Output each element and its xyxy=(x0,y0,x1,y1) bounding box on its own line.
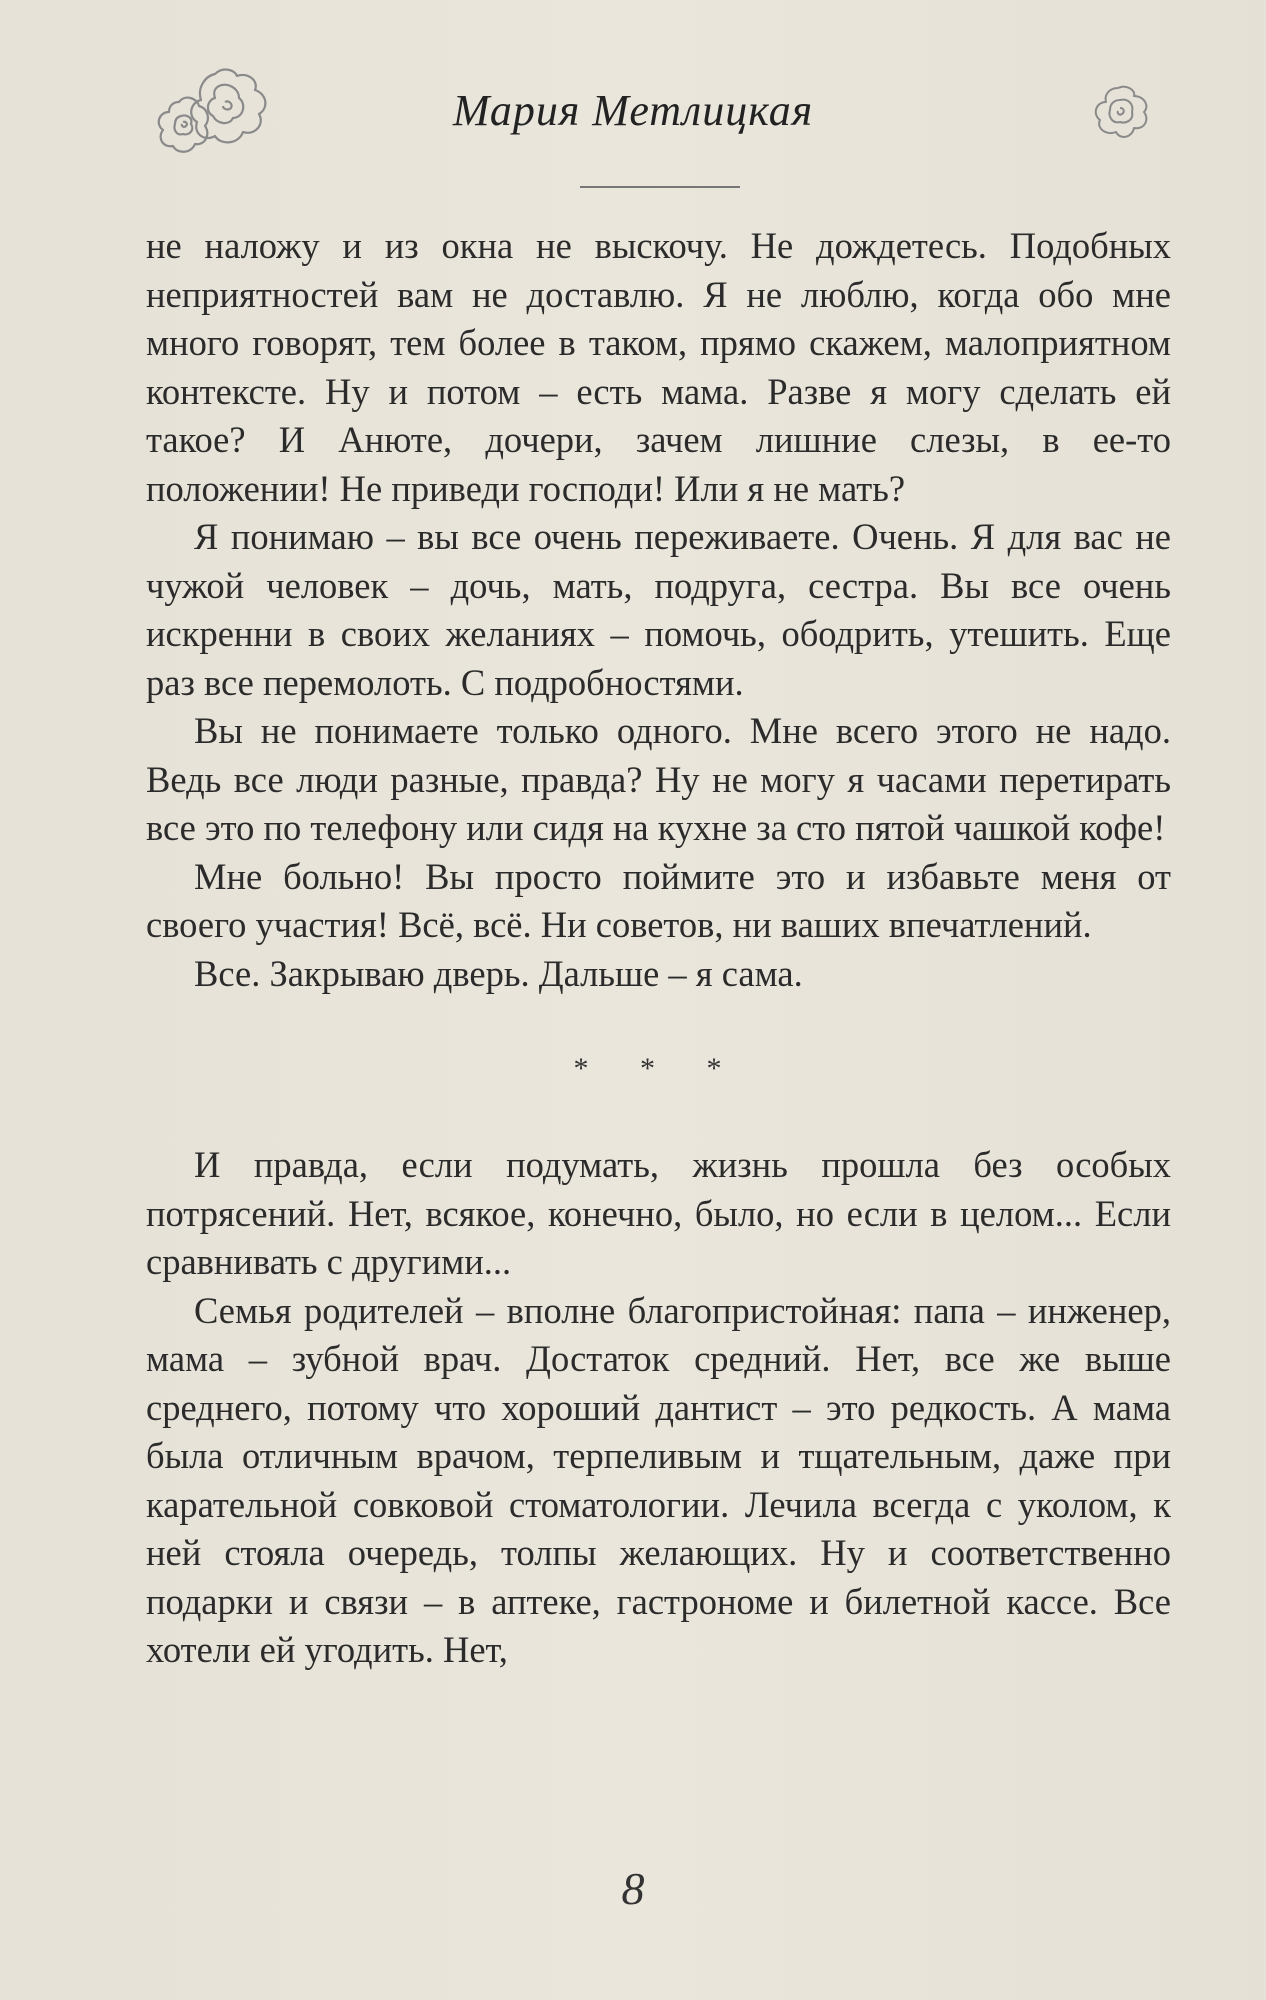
paragraph: Семья родителей – вполне благопристойная: папа – инженер, мама – зубной врач. Достаток средний. Нет, все же выше среднего, потому что хороший дантист – это редкость. А мама была отличным врачом, терпеливым и тщательным, даже при карательной совковой стоматологии. Лечила всегда с уколом, к ней стояла очередь, толпы желающих. Ну и соответственно подарки и связи – в аптеке, гастрономе и билетной кассе. Все хотели ей угодить. Нет, xyxy=(146,1289,1171,1670)
running-title: Мария Метлицкая xyxy=(452,86,814,135)
section-separator: * * * xyxy=(573,1052,744,1085)
page-number: 8 xyxy=(621,1863,645,1914)
page-header xyxy=(0,0,1266,200)
paragraph: Вы не понимаете только одного. Мне всего этого не надо. Ведь все люди разные, правда? Ну не могу я часами перетирать все это по телефону или сидя на кухне за сто пятой чашкой кофе! xyxy=(146,710,1171,848)
paragraph: И правда, если подумать, жизнь прошла без особых потрясений. Нет, всякое, конечно, было, но если в целом... Если сравнивать с другими... xyxy=(146,1144,1171,1282)
header-rule xyxy=(580,186,740,188)
page-body xyxy=(146,222,1171,1675)
paragraph: Я понимаю – вы все очень переживаете. Очень. Я для вас не чужой человек – дочь, мать, подруга, сестра. Вы все очень искренни в своих желаниях – помочь, ободрить, утешить. Еще раз все перемолоть. С подробностями. xyxy=(146,516,1171,703)
paragraph: Все. Закрываю дверь. Дальше – я сама. xyxy=(194,952,803,994)
rose-ornament-icon xyxy=(1090,84,1152,142)
paragraph: не наложу и из окна не выскочу. Не дождетесь. Подобных неприятностей вам не доставлю. Я не люблю, когда обо мне много говорят, тем более в таком, прямо скажем, малоприятном контексте. Ну и потом – есть мама. Разве я могу сделать ей такое? И Анюте, дочери, зачем лишние слезы, в ее-то положении! Не приведи господи! Или я не мать? xyxy=(146,225,1171,509)
paragraph: Мне больно! Вы просто поймите это и избавьте меня от своего участия! Всё, всё. Ни советов, ни ваших впечатлений. xyxy=(146,855,1171,945)
